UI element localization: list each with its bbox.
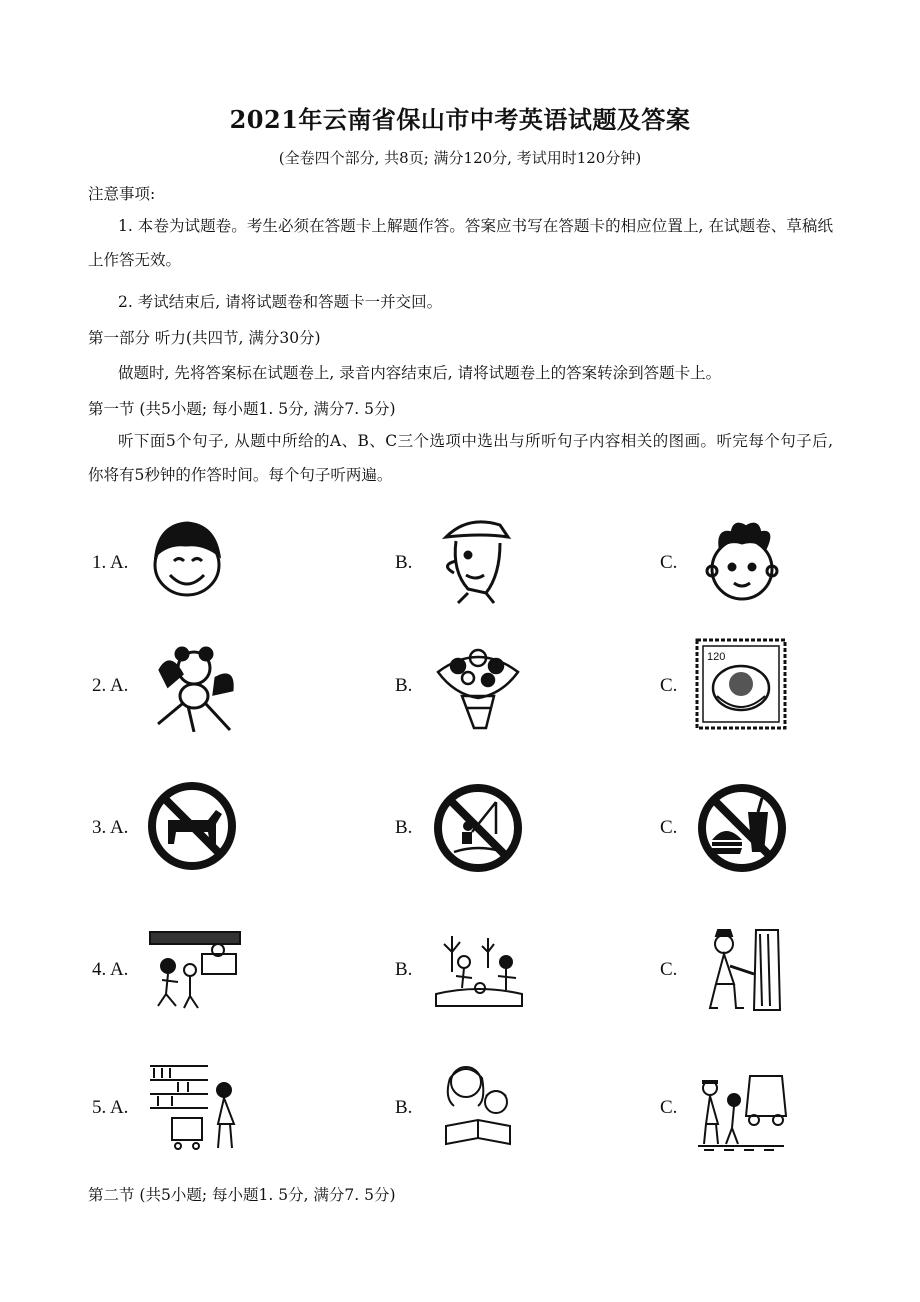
option-b-label: B. xyxy=(395,552,413,573)
question-row xyxy=(0,922,920,1022)
section1-heading: 第一节 (共5小题; 每小题1. 5分, 满分7. 5分) xyxy=(88,400,396,418)
question-row xyxy=(0,780,920,880)
option-b-label: B. xyxy=(395,675,413,696)
man-in-cap-icon xyxy=(428,515,524,607)
page-title: 2021年云南省保山市中考英语试题及答案 xyxy=(229,105,691,134)
flower-bouquet-icon xyxy=(432,638,528,730)
option-a-label: 1. A. xyxy=(92,552,129,573)
section2-heading: 第二节 (共5小题; 每小题1. 5分, 满分7. 5分) xyxy=(88,1186,396,1204)
notice-item-1: 1. 本卷为试题卷。考生必须在答题卡上解题作答。答案应书写在答题卡的相应位置上, 在试题卷、草稿纸上作答无效。 xyxy=(88,217,833,269)
no-dogs-sign-icon xyxy=(146,780,242,872)
notice-heading: 注意事项: xyxy=(88,185,156,203)
no-food-drink-sign-icon xyxy=(696,782,792,874)
question-row xyxy=(0,638,920,738)
option-c-label: C. xyxy=(660,1097,678,1118)
option-b-label: B. xyxy=(395,817,413,838)
woman-in-supermarket-icon xyxy=(148,1060,244,1152)
question-row xyxy=(0,515,920,615)
children-market-scene-icon xyxy=(148,924,244,1016)
smiling-boy-face-icon xyxy=(142,517,238,609)
option-b-label: B. xyxy=(395,1097,413,1118)
option-a-label: 2. A. xyxy=(92,675,129,696)
question-row xyxy=(0,1060,920,1160)
option-c-label: C. xyxy=(660,552,678,573)
children-planting-trees-icon xyxy=(432,932,528,1024)
notice-item-2: 2. 考试结束后, 请将试题卷和答题卡一并交回。 xyxy=(118,293,443,311)
option-c-label: C. xyxy=(660,817,678,838)
section1-instruction: 听下面5个句子, 从题中所给的A、B、C三个选项中选出与所听句子内容相关的图画。听完每个句子后, 你将有5秒钟的作答时间。每个句子听两遍。 xyxy=(88,432,833,484)
man-cutting-tree-icon xyxy=(694,924,790,1016)
option-c-label: C. xyxy=(660,959,678,980)
part1-instruction: 做题时, 先将答案标在试题卷上, 录音内容结束后, 请将试题卷上的答案转涂到答题卡上。 xyxy=(118,364,722,382)
page-subtitle: (全卷四个部分, 共8页; 满分120分, 考试用时120分钟) xyxy=(278,149,642,167)
stamp-value: 120 xyxy=(707,651,726,663)
girl-with-flower-hair-icon xyxy=(698,517,794,609)
part1-heading: 第一部分 听力(共四节, 满分30分) xyxy=(88,329,321,347)
option-a-label: 4. A. xyxy=(92,959,129,980)
option-c-label: C. xyxy=(660,675,678,696)
postage-stamp-icon xyxy=(695,638,791,730)
police-helping-children-cross-icon xyxy=(694,1066,790,1158)
no-fishing-sign-icon xyxy=(432,782,528,874)
option-a-label: 5. A. xyxy=(92,1097,129,1118)
option-b-label: B. xyxy=(395,959,413,980)
option-a-label: 3. A. xyxy=(92,817,129,838)
panda-with-balloons-icon xyxy=(148,640,244,732)
mother-reading-with-child-icon xyxy=(432,1060,528,1152)
